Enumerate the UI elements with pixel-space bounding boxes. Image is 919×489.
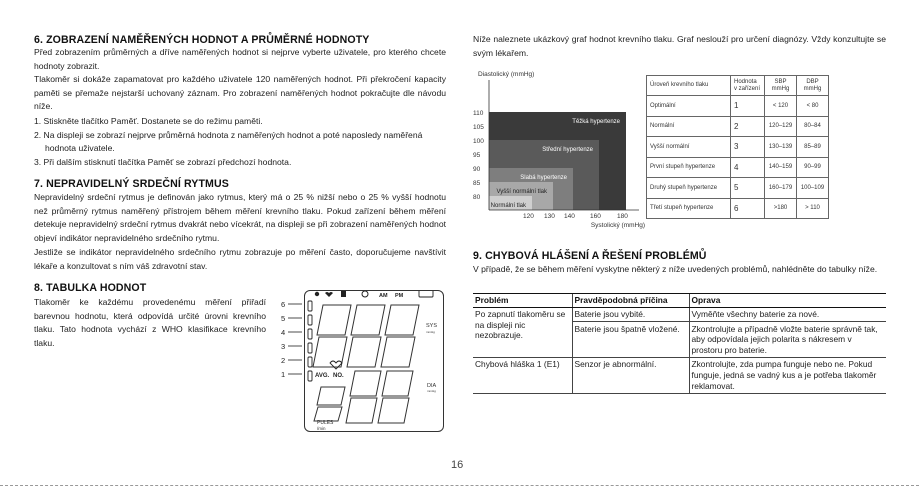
zone-label: Slabá hypertenze (520, 175, 567, 181)
section-8-title: 8. TABULKA HODNOT (34, 282, 147, 294)
section-6-paragraph-2: Tlakoměr si dokáže zapamatovat pro každého uživatele 120 naměřených hodnot. Při překročení kapacity paměti se přemaže nejstarší uchovaný záznam. Pro zobrazení naměřených hodnot pokračujte dle návodu níže. (34, 74, 446, 111)
section-7-title: 7. NEPRAVIDELNÝ SRDEČNÍ RYTMUS (34, 178, 229, 190)
fix-cell: Zkontrolujte a případně vložte baterie správně tak, aby odpovídala jejich polarita s nákresem v prostoru pro baterie. (689, 322, 886, 358)
bp-header-sbp: SBP mmHg (765, 76, 797, 96)
level-5: 5 (281, 314, 286, 323)
step-1: 1. Stiskněte tlačítko Paměť. Dostanete se do režimu paměti. (34, 116, 263, 126)
dia-unit: mmHg (427, 389, 436, 393)
bp-table-row (647, 116, 829, 137)
zone-label: Střední hypertenze (542, 147, 593, 153)
chart-intro: Níže naleznete ukázkový graf hodnot krevního tlaku. Graf neslouží pro určení diagnózy. Vždy konzultujte se svým lékařem. (473, 34, 886, 58)
bluetooth-icon (362, 291, 368, 297)
bp-zones-chart (473, 64, 648, 234)
problem-cell: Po zapnutí tlakoměru se na displeji nic nezobrazuje. (473, 307, 572, 357)
level-2: 2 (281, 356, 286, 365)
cause-cell: Senzor je abnormální. (572, 357, 689, 393)
bp-dbp-cell: 85–89 (797, 137, 829, 158)
bp-sbp-cell: 140–159 (765, 157, 797, 178)
problems-header (473, 294, 886, 308)
bp-level-cell: První stupeň hypertenze (647, 157, 731, 178)
heart-icon (325, 292, 333, 297)
dia-label: DIA (427, 383, 437, 389)
x-tick-label: 160 (590, 213, 601, 220)
header-cause: Pravděpodobná příčina (572, 294, 689, 308)
cause-cell: Baterie jsou vybité. (572, 307, 689, 322)
fix-cell: Vyměňte všechny baterie za nové. (689, 307, 886, 322)
bp-table-row (647, 198, 829, 219)
x-tick-label: 120 (523, 213, 534, 220)
bp-value-cell: 1 (731, 96, 765, 117)
irregular-heart-icon (330, 361, 342, 369)
avg-label: AVG. (315, 373, 330, 379)
y-tick-label: 95 (473, 152, 481, 159)
bp-table-row (647, 157, 829, 178)
header-problem: Problém (473, 294, 572, 308)
bp-level-cell: Optimální (647, 96, 731, 117)
zone-label: Normální tlak (490, 203, 526, 209)
x-tick-label: 140 (564, 213, 575, 220)
sys-unit: mmHg (426, 330, 435, 334)
bp-value-cell: 5 (731, 178, 765, 199)
sys-label: SYS (426, 323, 438, 329)
y-tick-label: 110 (473, 110, 484, 117)
lcd-segments-graphic (305, 291, 445, 433)
problem-cell: Chybová hláška 1 (E1) (473, 357, 572, 393)
zone-label: Těžká hypertenze (572, 119, 620, 125)
bp-chart-area (473, 64, 886, 234)
section-8-paragraph: Tlakoměr ke každému provedenému měření přiřadí barevnou hodnotu, která odpovídá určité úrovni krevního tlaku. Tato hodnota vychází z WHO klasifikace krevního tlaku. (34, 297, 266, 348)
pulse-unit: /min (317, 426, 326, 431)
level-1: 1 (281, 370, 286, 379)
problems-table (473, 293, 886, 394)
bp-level-cell: Vyšší normální (647, 137, 731, 158)
lcd-display (304, 290, 444, 432)
bp-sbp-cell: < 120 (765, 96, 797, 117)
bp-dbp-cell: 90–99 (797, 157, 829, 178)
section-7-paragraph-2: Jestliže se indikátor nepravidelného srdečního rytmu zobrazuje po měření často, doporučujeme navštívit lékaře a konzultovat s ním váš zdravotní stav. (34, 247, 446, 271)
table-row (473, 307, 886, 322)
y-axis-title: Diastolický (mmHg) (478, 71, 535, 78)
x-tick-label: 130 (544, 213, 555, 220)
bp-value-cell: 2 (731, 116, 765, 137)
level-6: 6 (281, 300, 286, 309)
y-tick-label: 105 (473, 124, 484, 131)
bp-table-row (647, 178, 829, 199)
level-3: 3 (281, 342, 286, 351)
bp-sbp-cell: 120–129 (765, 116, 797, 137)
bp-value-cell: 3 (731, 137, 765, 158)
bp-table-row (647, 96, 829, 117)
bp-table-row (647, 137, 829, 158)
table-row (473, 357, 886, 393)
cause-cell: Baterie jsou špatně vložené. (572, 322, 689, 358)
bp-level-cell: Druhý stupeň hypertenze (647, 178, 731, 199)
section-9-paragraph: V případě, že se během měření vyskytne některý z níže uvedených problémů, nahlédněte do tabulky níže. (473, 264, 878, 274)
page-number: 16 (451, 459, 464, 471)
section-6-paragraph-1: Před zobrazením průměrných a dříve naměřených hodnot si nejprve vyberte uživatele, pro kterého chcete hodnoty zobrazit. (34, 47, 446, 71)
section-7-paragraph-1: Nepravidelný srdeční rytmus je definován jako rytmus, který má o 25 % nižší nebo o 25 % vyšší hodnotu než průměrný rytmus naměřený přístrojem během měření krevního tlaku. Pokud zařízení během měření detekuje nepravidelný srdeční rytmus dvakrát nebo vícekrát, na displeji se při zobrazení naměřených hodnot objeví indikátor nepravidelného srdečního rytmu. (34, 192, 446, 243)
header-fix: Oprava (689, 294, 886, 308)
bp-value-cell: 4 (731, 157, 765, 178)
x-tick-label: 180 (617, 213, 628, 220)
x-axis-title: Systolický (mmHg) (590, 222, 645, 229)
bp-header-level: Úroveň krevního tlaku (647, 76, 731, 96)
am-label: AM (379, 293, 388, 299)
level-4: 4 (281, 328, 286, 337)
y-tick-label: 90 (473, 166, 481, 173)
no-label: NO. (333, 373, 344, 379)
step-2: 2. Na displeji se zobrazí nejprve průměrná hodnota z naměřených hodnot a poté naposledy naměřená hodnota uživatele. (34, 129, 423, 153)
bp-levels-table (646, 75, 829, 219)
bp-dbp-cell: 100–109 (797, 178, 829, 199)
bp-value-cell: 6 (731, 198, 765, 219)
person-icon (315, 292, 319, 296)
step-3: 3. Při dalším stisknutí tlačítka Paměť se zobrazí předchozí hodnota. (34, 156, 292, 167)
y-tick-label: 80 (473, 194, 481, 201)
zone-label: Vyšší normální tlak (496, 189, 547, 195)
section-6-steps (34, 115, 446, 169)
bp-sbp-cell: 160–179 (765, 178, 797, 199)
y-tick-label: 85 (473, 180, 481, 187)
bp-level-cell: Třetí stupeň hypertenze (647, 198, 731, 219)
bp-level-cell: Normální (647, 116, 731, 137)
pm-label: PM (395, 293, 404, 299)
bp-dbp-cell: 80–84 (797, 116, 829, 137)
section-6-title: 6. ZOBRAZENÍ NAMĚŘENÝCH HODNOT A PRŮMĚRNÉ HODNOTY (34, 34, 370, 46)
bp-header-value: Hodnota v zařízení (731, 76, 765, 96)
bp-sbp-cell: 130–139 (765, 137, 797, 158)
battery-icon (341, 291, 346, 297)
bp-table-header (647, 76, 829, 96)
bp-header-dbp: DBP mmHg (797, 76, 829, 96)
bottom-divider (0, 485, 919, 486)
bp-dbp-cell: > 110 (797, 198, 829, 219)
bp-dbp-cell: < 80 (797, 96, 829, 117)
y-tick-label: 100 (473, 138, 484, 145)
bp-sbp-cell: >180 (765, 198, 797, 219)
section-9-title: 9. CHYBOVÁ HLÁŠENÍ A ŘEŠENÍ PROBLÉMŮ (473, 250, 707, 262)
pulse-label: PULES (317, 420, 334, 426)
lcd-levels (280, 298, 300, 378)
fix-cell: Zkontrolujte, zda pumpa funguje nebo ne. Pokud funguje, jedná se vadný kus a je potřeba tlakoměr reklamovat. (689, 357, 886, 393)
